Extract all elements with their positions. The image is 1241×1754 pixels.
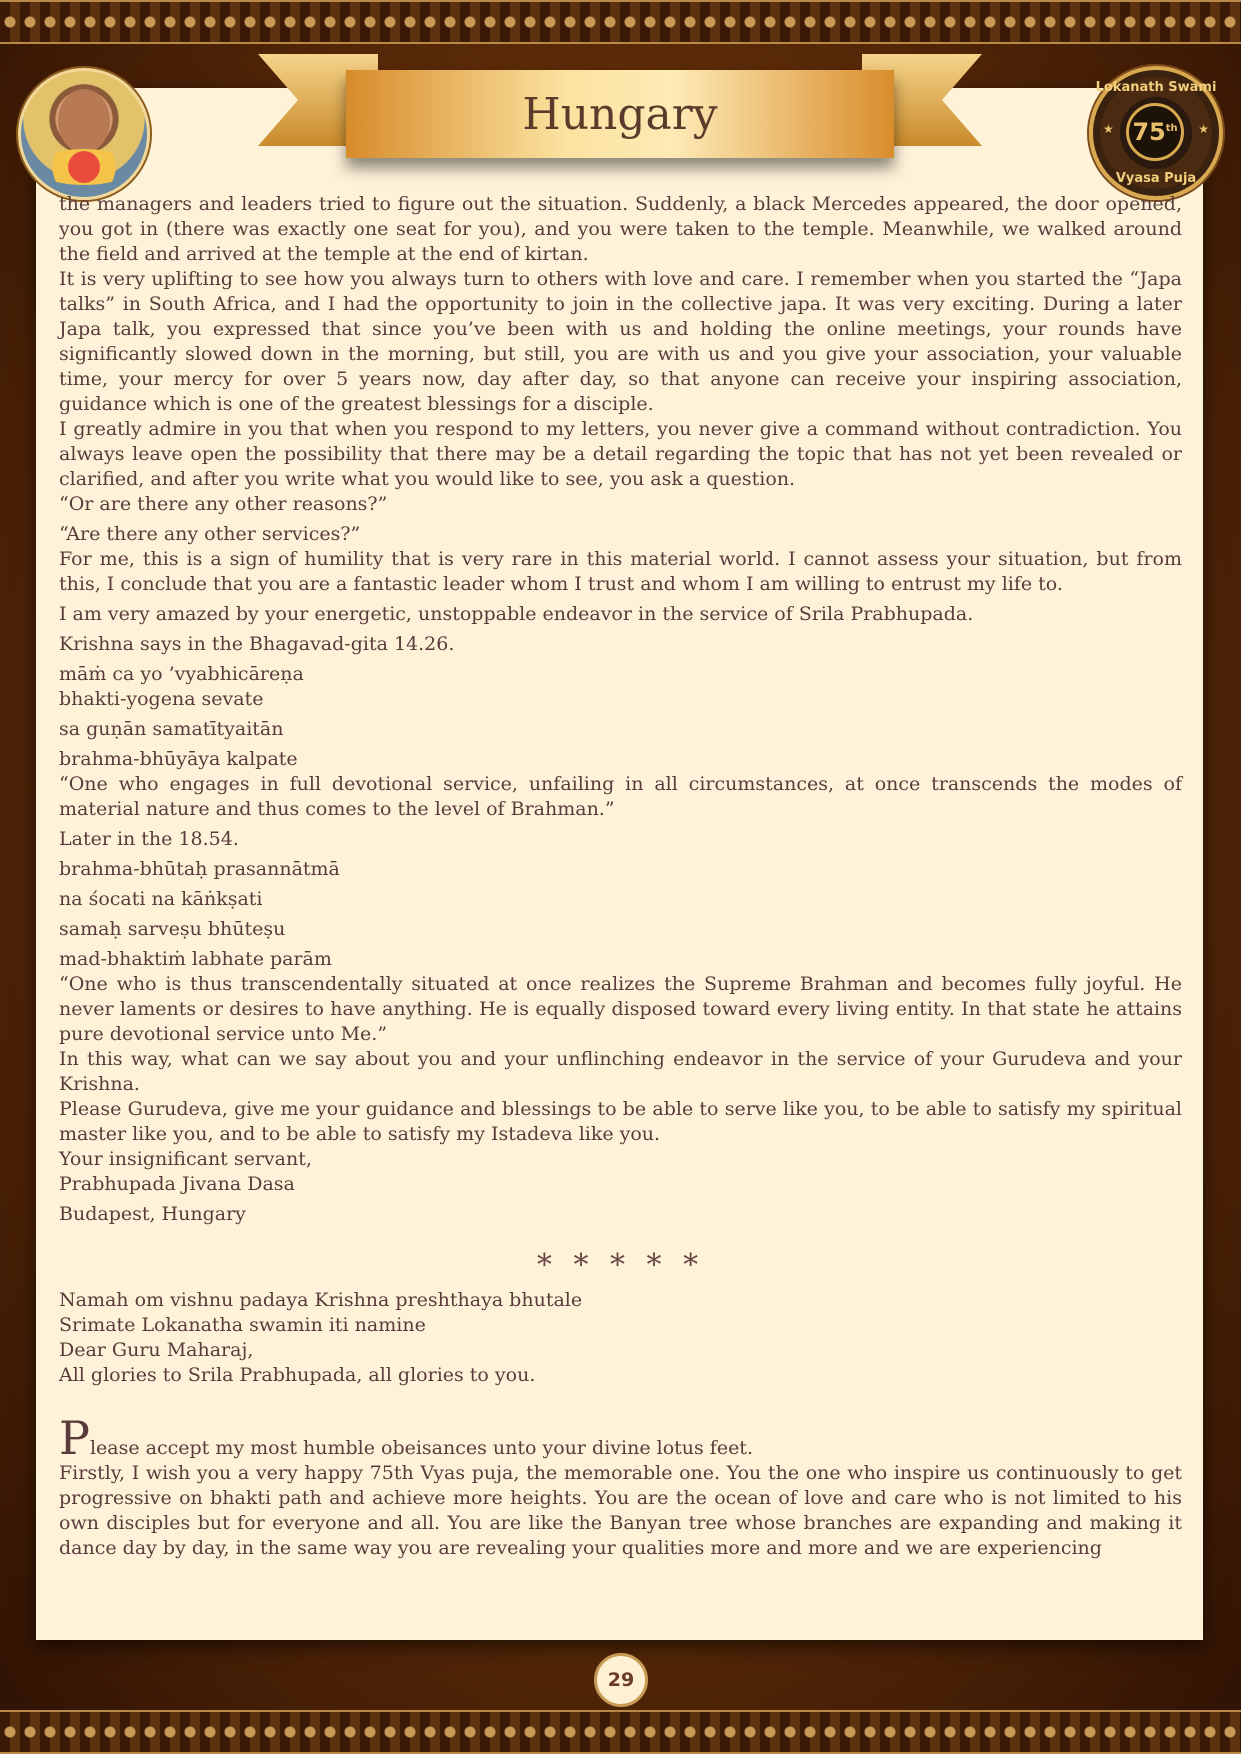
title-banner <box>258 48 982 168</box>
portrait-garland <box>35 149 133 185</box>
paragraph: Later in the 18.54. <box>59 828 239 850</box>
seal-number-suffix: th <box>1165 123 1178 134</box>
greeting-line: Srimate Lokanatha swamin iti namine <box>59 1314 426 1336</box>
verse-line: bhakti-yogena sevate <box>59 688 264 710</box>
vyasa-puja-seal-logo <box>1089 66 1223 200</box>
verse-line: brahma-bhūtaḥ prasannātmā <box>59 858 340 880</box>
bottom-decorative-border <box>0 1710 1241 1754</box>
star-icon: ★ <box>1103 122 1114 136</box>
greeting-line: Namah om vishnu padaya Krishna preshthaya bhutale <box>59 1289 583 1311</box>
top-decorative-border <box>0 0 1241 44</box>
verse-line: mad-bhaktiṁ labhate parām <box>59 948 332 970</box>
section-separator: * * * * * <box>536 1248 705 1283</box>
signature-location: Budapest, Hungary <box>59 1203 246 1225</box>
translation: “One who is thus transcendentally situated at once realizes the Supreme Brahman and becomes fully joyful. He never laments or desires to have anything. He is equally disposed toward every living entity. In that state he attains pure devotional service unto Me.” <box>59 973 1182 1045</box>
seal-number-value: 75 <box>1132 118 1166 146</box>
paragraph: Please Gurudeva, give me your guidance and blessings to be able to serve like you, to be able to satisfy my spiritual master like you, and to be able to satisfy my Istadeva like you. <box>59 1098 1182 1145</box>
verse-line: māṁ ca yo ’vyabhicāreṇa <box>59 663 304 685</box>
seal-top-text: Lokanath Swami <box>1095 80 1217 95</box>
quote-line: “Are there any other services?” <box>59 523 361 545</box>
greeting-line: All glories to Srila Prabhupada, all glories to you. <box>59 1364 536 1386</box>
page-title: Hungary <box>522 88 718 140</box>
paragraph: For me, this is a sign of humility that is very rare in this material world. I cannot assess your situation, but from this, I conclude that you are a fantastic leader whom I trust and whom I am willing to entrust my life to. <box>59 548 1182 595</box>
drop-cap: P <box>59 1411 90 1465</box>
star-icon: ★ <box>1198 122 1209 136</box>
verse-line: samaḥ sarveṣu bhūteṣu <box>59 918 286 940</box>
guru-portrait-image <box>18 68 150 200</box>
verse-line: sa guṇān samatītyaitān <box>59 718 284 740</box>
verse-line: na śocati na kāṅkṣati <box>59 888 263 910</box>
translation: “One who engages in full devotional service, unfailing in all circumstances, at once transcends the modes of material nature and thus comes to the level of Brahman.” <box>59 773 1182 820</box>
opening-paragraph <box>59 1411 1182 1465</box>
seal-center <box>1126 103 1184 161</box>
seal-bottom-text: Vyasa Puja <box>1115 171 1197 186</box>
verse-line: brahma-bhūyāya kalpate <box>59 748 298 770</box>
paragraph: I greatly admire in you that when you respond to my letters, you never give a command without contradiction. You always leave open the possibility that there may be a detail regarding the topic that has not yet been revealed or clarified, and after you write what you would like to see, you ask a question. <box>59 418 1182 490</box>
paragraph: In this way, what can we say about you and your unflinching endeavor in the service of your Gurudeva and your Krishna. <box>59 1048 1182 1095</box>
seal-number <box>1132 118 1177 146</box>
opening-text: lease accept my most humble obeisances unto your divine lotus feet. <box>89 1437 753 1459</box>
letter-content <box>59 192 1182 1561</box>
page-number: 29 <box>594 1653 648 1707</box>
signoff: Your insignificant servant, <box>59 1148 312 1170</box>
paragraph: Krishna says in the Bhagavad-gita 14.26. <box>59 633 455 655</box>
signature-name: Prabhupada Jivana Dasa <box>59 1173 295 1195</box>
paragraph: I am very amazed by your energetic, unstoppable endeavor in the service of Srila Prabhupada. <box>59 603 974 625</box>
paragraph: It is very uplifting to see how you always turn to others with love and care. I remember when you started the “Japa talks” in South Africa, and I had the opportunity to join in the collective japa. It was very exciting. During a later Japa talk, you expressed that since you’ve been with us and holding the online meetings, your rounds have significantly slowed down in the morning, but still, you are with us and you give your association, your valuable time, your mercy for over 5 years now, day after day, so that anyone can receive your inspiring association, guidance which is one of the greatest blessings for a disciple. <box>59 268 1182 415</box>
paragraph: the managers and leaders tried to figure out the situation. Suddenly, a black Mercedes appeared, the door opened, you got in (there was exactly one seat for you), and you were taken to the temple. Meanwhile, we walked around the field and arrived at the temple at the end of kirtan. <box>59 193 1182 265</box>
quote-line: “Or are there any other reasons?” <box>59 493 388 515</box>
banner-ribbon <box>346 70 894 158</box>
greeting-line: Dear Guru Maharaj, <box>59 1339 254 1361</box>
paragraph: Firstly, I wish you a very happy 75th Vyas puja, the memorable one. You the one who inspire us continuously to get progressive on bhakti path and achieve more heights. You are the ocean of love and care who is not limited to his own disciples but for everyone and all. You are like the Banyan tree whose branches are expanding and making it dance day by day, in the same way you are revealing your qualities more and more and we are experiencing <box>59 1462 1182 1559</box>
portrait-face <box>58 89 110 153</box>
